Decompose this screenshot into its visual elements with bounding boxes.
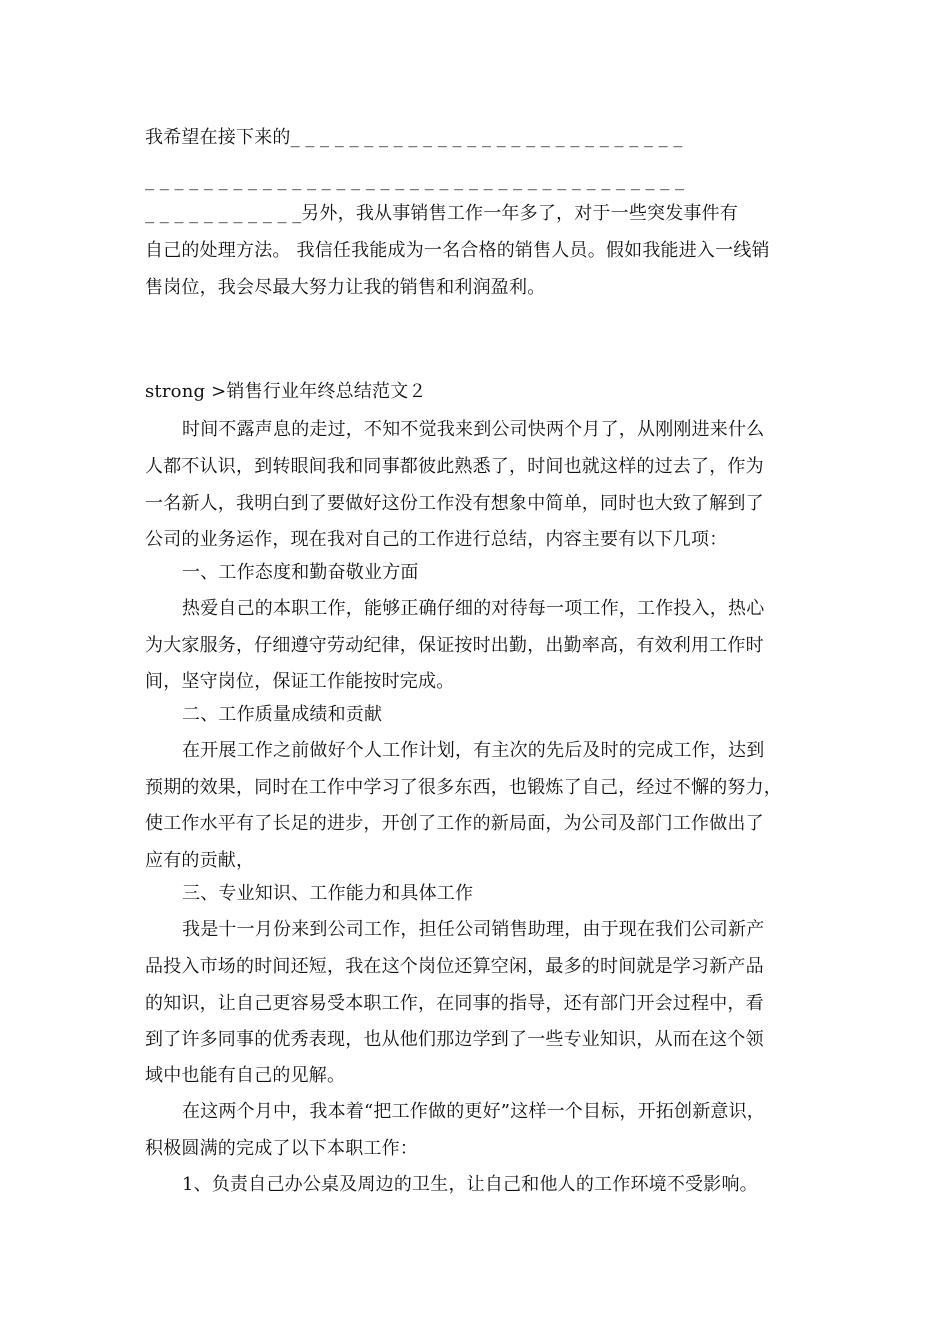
paragraph-line: 使工作水平有了长足的进步，开创了工作的新局面，为公司及部门工作做出了	[145, 813, 764, 834]
paragraph-line: 公司的业务运作，现在我对自己的工作进行总结，内容主要有以下几项：	[145, 529, 728, 550]
paragraph-line: 在这两个月中，我本着“把工作做的更好”这样一个目标，开拓创新意识，	[182, 1101, 766, 1122]
paragraph-line: 间，坚守岗位，保证工作能按时完成。	[145, 671, 455, 692]
list-item: 1、负责自己办公桌及周边的卫生，让自己和他人的工作环境不受影响。	[182, 1174, 758, 1195]
section-title: strong >销售行业年终总结范文２	[145, 381, 427, 402]
paragraph-line: 品投入市场的时间还短，我在这个岗位还算空闲，最多的时间就是学习新产品	[145, 956, 764, 977]
subheading-knowledge: 三、专业知识、工作能力和具体工作	[182, 883, 474, 904]
intro-line-1-text: 我希望在接下来的	[145, 127, 291, 148]
intro-line-4: 自己的处理方法。 我信任我能成为一名合格的销售人员。假如我能进入一线销	[145, 240, 770, 261]
intro-line-3	[145, 196, 738, 232]
intro-line-2	[145, 163, 684, 199]
fill-in-blank: _ _ _ _ _ _ _ _ _ _ _	[145, 203, 302, 224]
paragraph-line: 的知识，让自己更容易受本职工作，在同事的指导，还有部门开会过程中，看	[145, 993, 764, 1014]
paragraph-line: 一名新人，我明白到了要做好这份工作没有想象中简单，同时也大致了解到了	[145, 493, 764, 514]
paragraph-line: 到了许多同事的优秀表现，也从他们那边学到了一些专业知识，从而在这个领	[145, 1029, 764, 1050]
intro-line-1	[145, 120, 682, 156]
paragraph-line: 为大家服务，仔细遵守劳动纪律，保证按时出勤，出勤率高，有效利用工作时	[145, 635, 764, 656]
paragraph-line: 在开展工作之前做好个人工作计划，有主次的先后及时的完成工作，达到	[182, 740, 765, 761]
fill-in-blank: _ _ _ _ _ _ _ _ _ _ _ _ _ _ _ _ _ _ _ _ _ _ _ _ _ _ _	[290, 127, 683, 148]
subheading-attitude: 一、工作态度和勤奋敬业方面	[182, 562, 419, 583]
intro-line-5: 售岗位，我会尽最大努力让我的销售和利润盈利。	[145, 277, 546, 298]
paragraph-line: 我是十一月份来到公司工作，担任公司销售助理，由于现在我们公司新产	[182, 919, 765, 940]
fill-in-blank: _ _ _ _ _ _ _ _ _ _ _ _ _ _ _ _ _ _ _ _ _ _ _ _ _ _ _ _ _ _ _ _ _ _ _ _ _	[145, 170, 684, 191]
paragraph-line: 积极圆满的完成了以下本职工作：	[145, 1138, 418, 1159]
paragraph-line: 人都不认识，到转眼间我和同事都彼此熟悉了，时间也就这样的过去了，作为	[145, 456, 764, 477]
paragraph-line: 热爱自己的本职工作，能够正确仔细的对待每一项工作，工作投入，热心	[182, 598, 765, 619]
subheading-quality: 二、工作质量成绩和贡献	[182, 704, 383, 725]
paragraph-line: 应有的贡献，	[145, 850, 255, 871]
intro-line-3-text: 另外，我从事销售工作一年多了，对于一些突发事件有	[301, 203, 739, 224]
paragraph-line: 时间不露声息的走过，不知不觉我来到公司快两个月了，从刚刚进来什么	[182, 419, 765, 440]
paragraph-line: 域中也能有自己的见解。	[145, 1065, 346, 1086]
paragraph-line: 预期的效果，同时在工作中学习了很多东西，也锻炼了自己，经过不懈的努力，	[145, 777, 782, 798]
